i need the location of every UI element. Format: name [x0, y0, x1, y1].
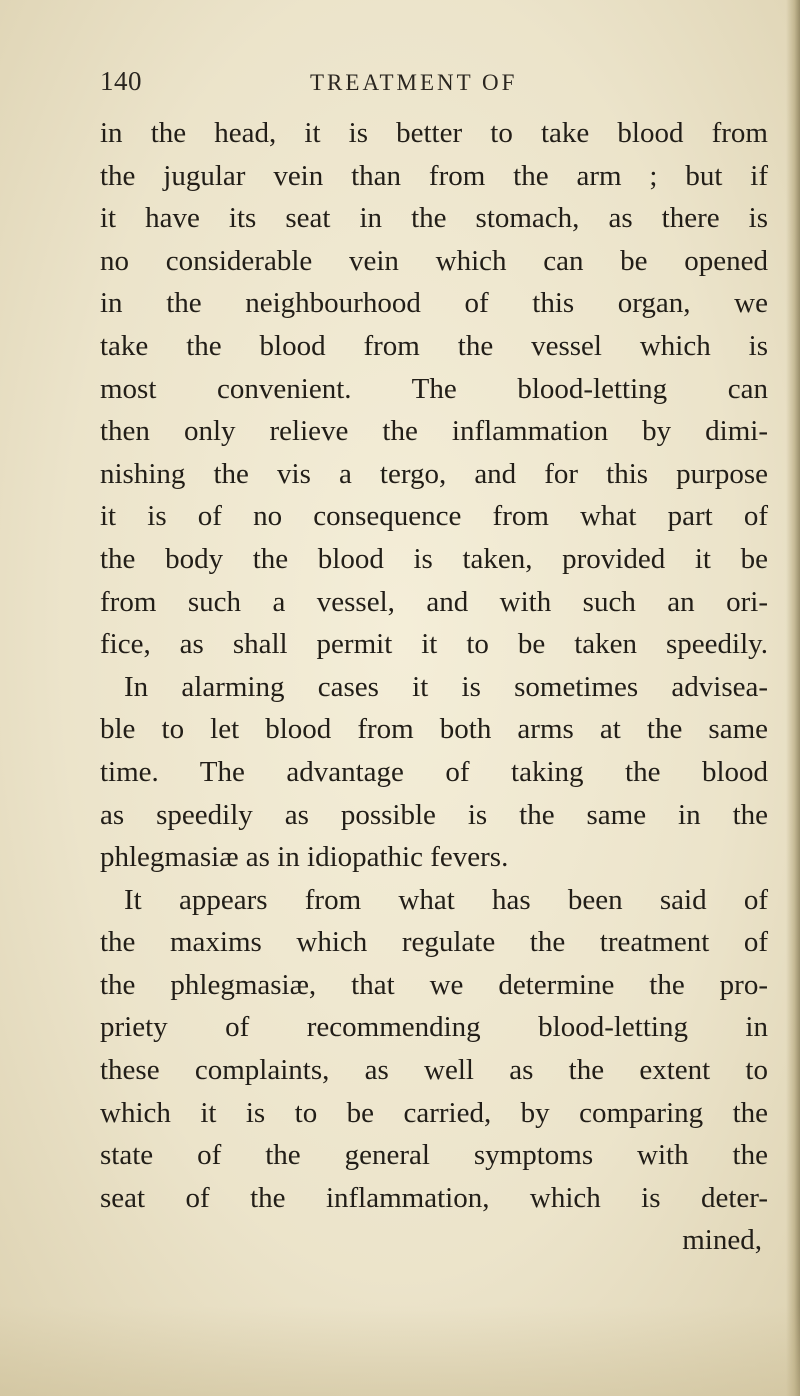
text-line: in the neighbourhood of this organ, we [100, 287, 768, 320]
page-number: 140 [100, 66, 142, 96]
text-line: as speedily as possible is the same in the [100, 798, 768, 831]
text-line: it have its seat in the stomach, as there is [100, 202, 768, 235]
text-line: seat of the inflammation, which is deter- [100, 1181, 768, 1214]
text-line: no considerable vein which can be opened [100, 244, 768, 277]
text-line: the phlegmasiæ, that we determine the pro- [100, 968, 768, 1001]
text-line: nishing the vis a tergo, and for this purpose [100, 457, 768, 490]
text-line: It appears from what has been said of [124, 883, 768, 916]
page-bottom-shade [0, 1306, 800, 1396]
text-line: then only relieve the inflammation by dimi- [100, 415, 768, 448]
text-line: which it is to be carried, by comparing the [100, 1096, 768, 1129]
text-line: in the head, it is better to take blood from [100, 117, 768, 149]
text-line: it is of no consequence from what part of [100, 500, 768, 533]
text-line: the jugular vein than from the arm ; but if [100, 159, 768, 192]
running-title: TREATMENT OF [310, 70, 518, 95]
text-line: ble to let blood from both arms at the same [100, 713, 768, 746]
text-line: these complaints, as well as the extent to [100, 1054, 768, 1087]
text-line: phlegmasiæ as in idiopathic fevers. [100, 841, 509, 874]
text-line: priety of recommending blood-letting in [100, 1011, 768, 1044]
text-line: the body the blood is taken, provided it be [100, 542, 768, 575]
page-edge-shadow [786, 0, 800, 1396]
body-text [100, 112, 768, 1262]
text-line: the maxims which regulate the treatment of [100, 926, 768, 959]
text-line: state of the general symptoms with the [100, 1139, 768, 1172]
text-line: In alarming cases it is sometimes advisea- [124, 670, 768, 703]
text-line: most convenient. The blood-letting can [100, 372, 768, 405]
text-line: from such a vessel, and with such an ori- [100, 585, 768, 618]
text-line: take the blood from the vessel which is [100, 329, 768, 362]
running-head [100, 66, 760, 106]
catchword: mined, [682, 1224, 762, 1257]
text-line: fice, as shall permit it to be taken speedily. [100, 628, 768, 661]
text-line: time. The advantage of taking the blood [100, 755, 768, 788]
